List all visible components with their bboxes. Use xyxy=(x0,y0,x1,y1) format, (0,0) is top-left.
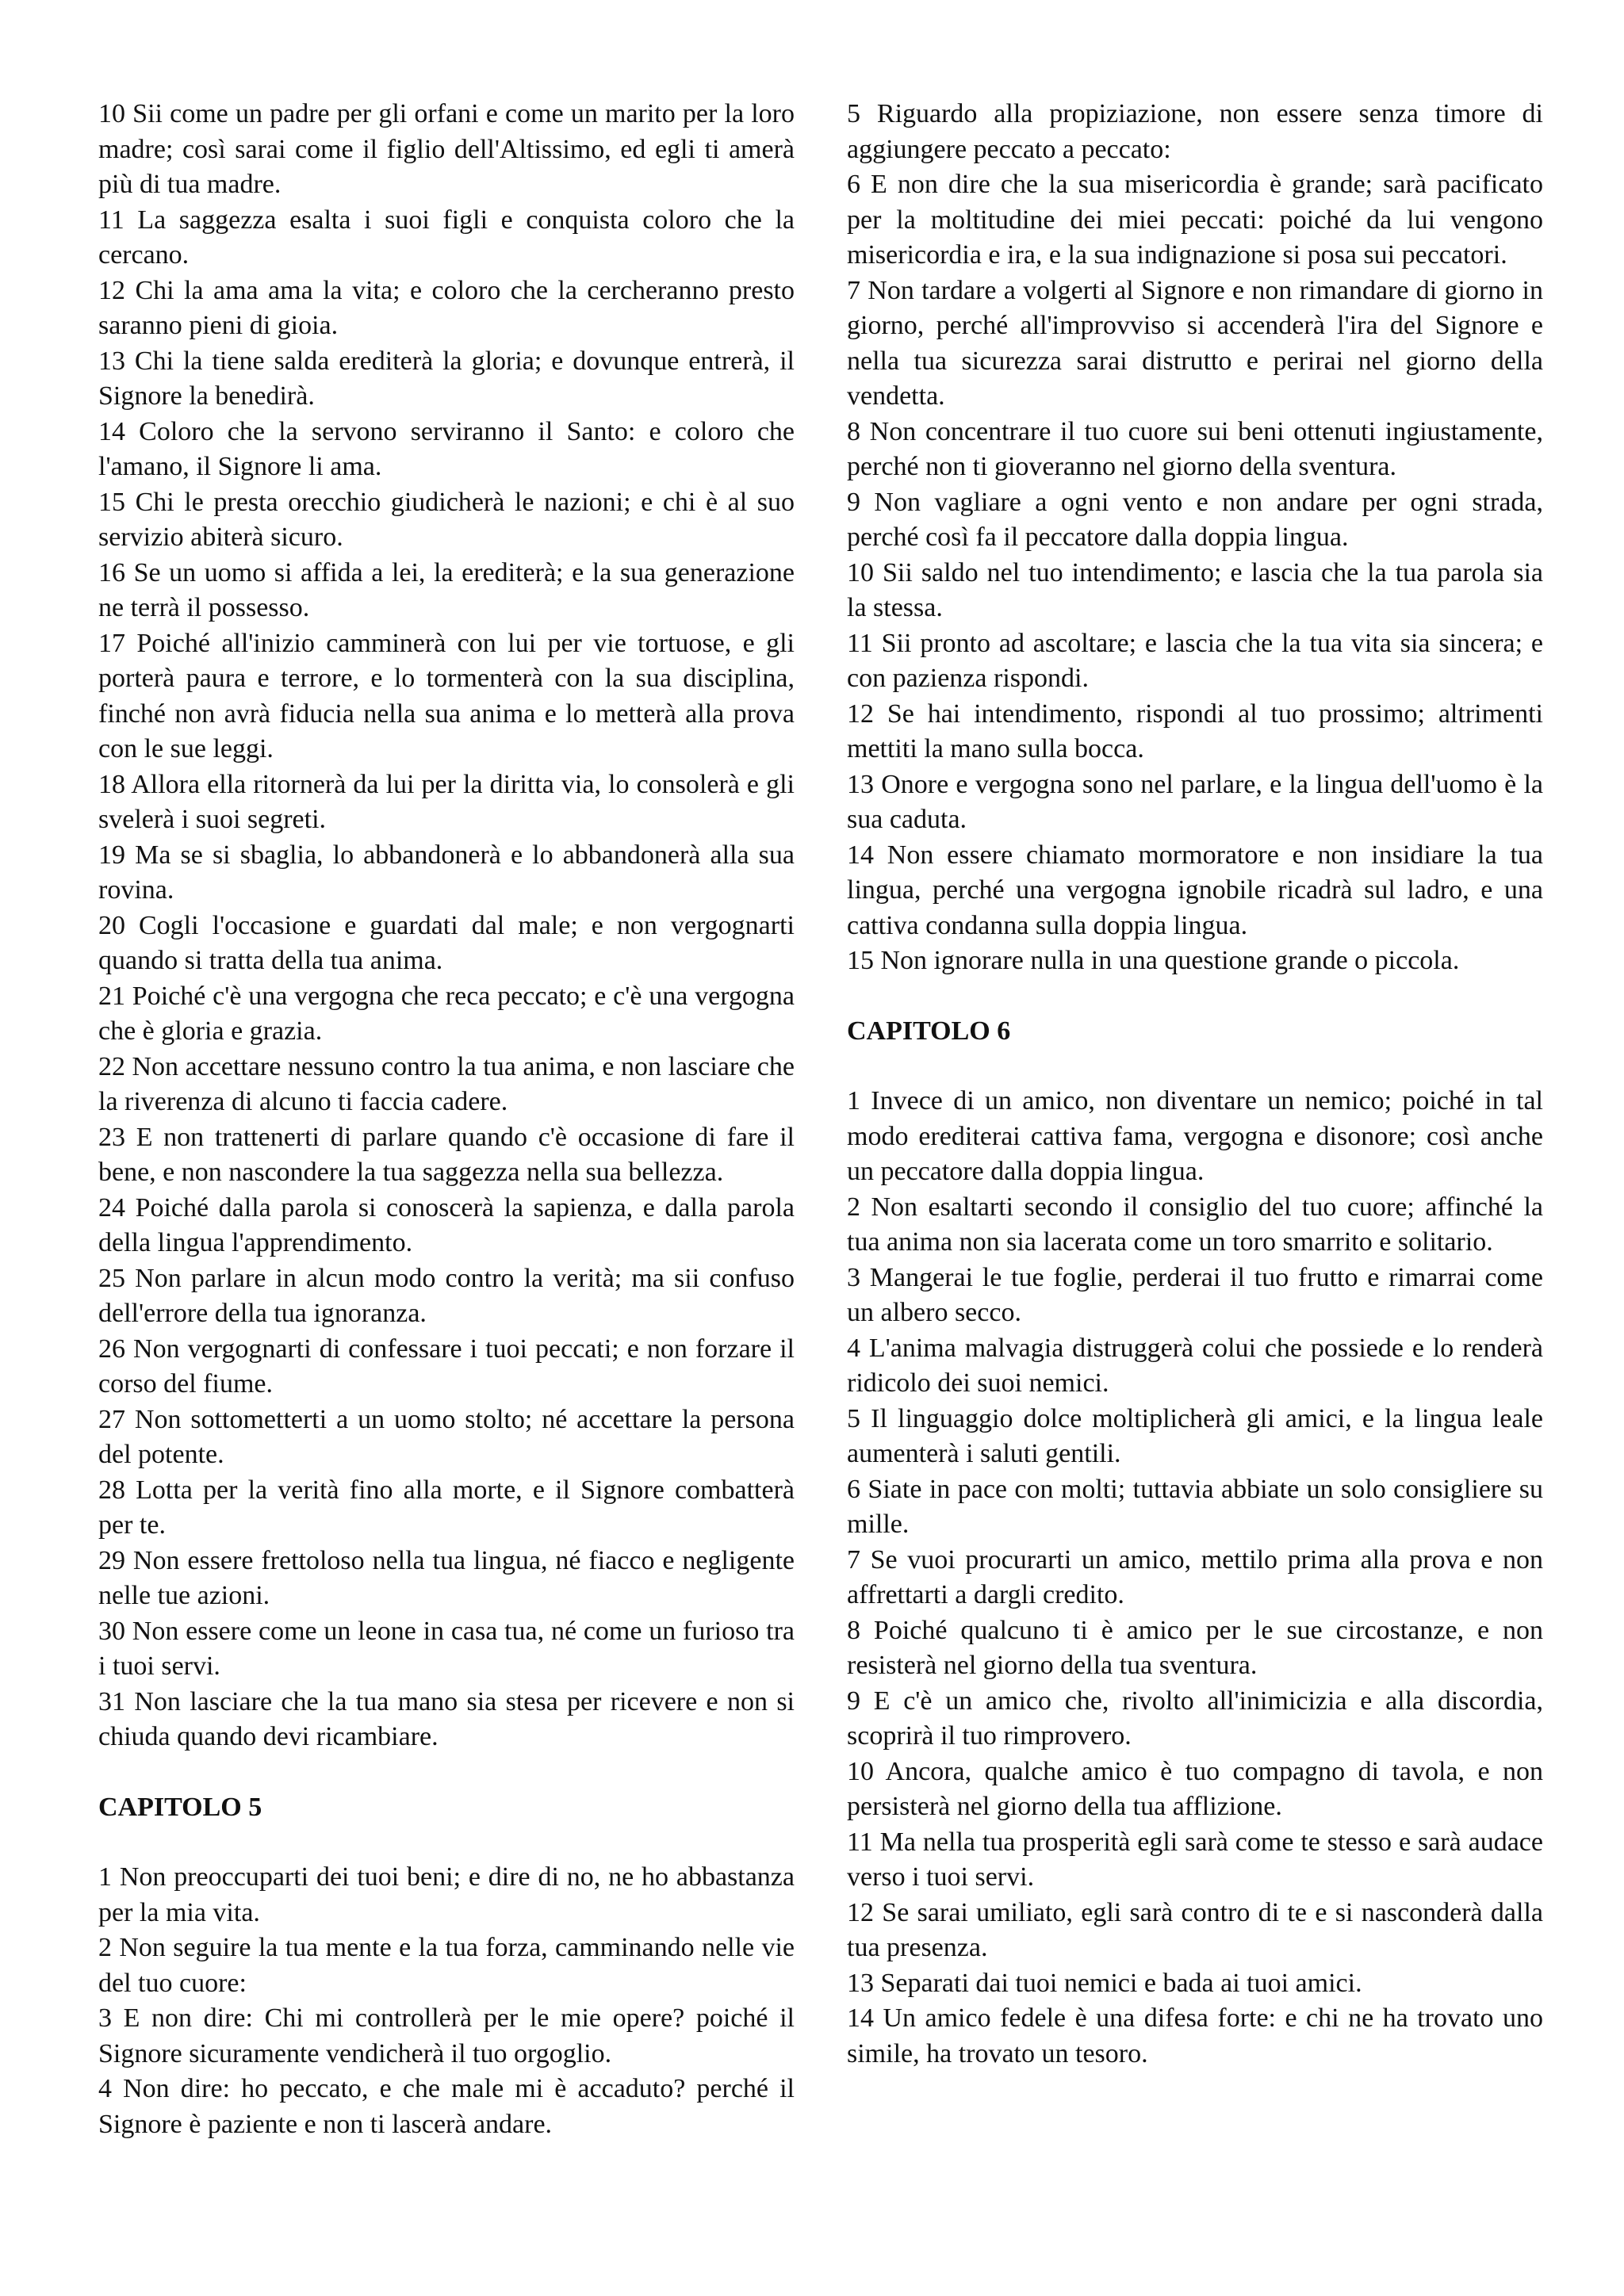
verse-line: 2 Non seguire la tua mente e la tua forza, camminando nelle vie del tuo cuore: xyxy=(98,1933,795,1998)
verse-line: 6 E non dire che la sua misericordia è grande; sarà pacificato per la moltitudine dei miei peccati: poiché da lui vengono misericordia e ira, e la sua indignazione si posa sui peccatori. xyxy=(847,170,1543,270)
verse-line: 8 Poiché qualcuno ti è amico per le sue circostanze, e non resisterà nel giorno della tua sventura. xyxy=(847,1615,1543,1680)
verse-line: 23 E non trattenerti di parlare quando c'è occasione di fare il bene, e non nascondere la tua saggezza nella sua bellezza. xyxy=(98,1122,795,1187)
verse-line: 10 Ancora, qualche amico è tuo compagno di tavola, e non persisterà nel giorno della tua afflizione. xyxy=(847,1756,1543,1821)
verse-line: 3 Mangerai le tue foglie, perderai il tuo frutto e rimarrai come un albero secco. xyxy=(847,1262,1543,1327)
verse-line: 28 Lotta per la verità fino alla morte, e il Signore combatterà per te. xyxy=(98,1475,795,1540)
verse-line: 30 Non essere come un leone in casa tua, né come un furioso tra i tuoi servi. xyxy=(98,1616,795,1681)
verse-line: 29 Non essere frettoloso nella tua lingua, né fiacco e negligente nelle tue azioni. xyxy=(98,1545,795,1610)
verse-line: 26 Non vergognarti di confessare i tuoi peccati; e non forzare il corso del fiume. xyxy=(98,1334,795,1399)
verse-line: 12 Se sarai umiliato, egli sarà contro di te e si nasconderà dalla tua presenza. xyxy=(847,1897,1543,1962)
verse-line: 4 Non dire: ho peccato, e che male mi è accaduto? perché il Signore è paziente e non ti lascerà andare. xyxy=(98,2074,795,2139)
verse-line: 20 Cogli l'occasione e guardati dal male; e non vergognarti quando si tratta della tua anima. xyxy=(98,910,795,975)
verse-line: 5 Riguardo alla propiziazione, non essere senza timore di aggiungere peccato a peccato: xyxy=(847,99,1543,164)
chapter-heading: CAPITOLO 6 xyxy=(847,1016,1011,1046)
left-column xyxy=(98,97,795,2142)
verse-line: 11 Ma nella tua prosperità egli sarà come te stesso e sarà audace verso i tuoi servi. xyxy=(847,1827,1543,1892)
verse-line: 6 Siate in pace con molti; tuttavia abbiate un solo consigliere su mille. xyxy=(847,1474,1543,1539)
verse-line: 22 Non accettare nessuno contro la tua anima, e non lasciare che la riverenza di alcuno ti faccia cadere. xyxy=(98,1051,795,1116)
verse-line: 14 Un amico fedele è una difesa forte: e chi ne ha trovato uno simile, ha trovato un tesoro. xyxy=(847,2003,1543,2068)
right-column xyxy=(847,97,1543,2072)
verse-line: 11 La saggezza esalta i suoi figli e conquista coloro che la cercano. xyxy=(98,205,795,270)
verse-line: 13 Chi la tiene salda erediterà la gloria; e dovunque entrerà, il Signore la benedirà. xyxy=(98,346,795,411)
verse-line: 31 Non lasciare che la tua mano sia stesa per ricevere e non si chiuda quando devi ricambiare. xyxy=(98,1686,795,1751)
verse-line: 14 Coloro che la servono serviranno il Santo: e coloro che l'amano, il Signore li ama. xyxy=(98,416,795,481)
verse-line: 9 E c'è un amico che, rivolto all'inimicizia e alla discordia, scoprirà il tuo rimprovero. xyxy=(847,1686,1543,1751)
verse-line: 17 Poiché all'inizio camminerà con lui per vie tortuose, e gli porterà paura e terrore, e lo tormenterà con la sua disciplina, finché non avrà fiducia nella sua anima e lo metterà alla prova con le sue leggi. xyxy=(98,628,795,763)
verse-line: 7 Non tardare a volgerti al Signore e non rimandare di giorno in giorno, perché all'improvviso si accenderà l'ira del Signore e nella tua sicurezza sarai distrutto e perirai nel giorno della vendetta. xyxy=(847,275,1543,411)
verse-line: 4 L'anima malvagia distruggerà colui che possiede e lo renderà ridicolo dei suoi nemici. xyxy=(847,1333,1543,1398)
verse-line: 5 Il linguaggio dolce moltiplicherà gli amici, e la lingua leale aumenterà i saluti gentili. xyxy=(847,1403,1543,1468)
verse-line: 15 Non ignorare nulla in una questione grande o piccola. xyxy=(847,946,1460,975)
verse-line: 7 Se vuoi procurarti un amico, mettilo prima alla prova e non affrettarti a dargli credito. xyxy=(847,1544,1543,1609)
verse-line: 13 Separati dai tuoi nemici e bada ai tuoi amici. xyxy=(847,1968,1362,1998)
verse-line: 13 Onore e vergogna sono nel parlare, e la lingua dell'uomo è la sua caduta. xyxy=(847,769,1543,834)
verse-line: 10 Sii saldo nel tuo intendimento; e lascia che la tua parola sia la stessa. xyxy=(847,557,1543,622)
verse-line: 25 Non parlare in alcun modo contro la verità; ma sii confuso dell'errore della tua ignoranza. xyxy=(98,1263,795,1328)
verse-line: 1 Invece di un amico, non diventare un nemico; poiché in tal modo erediterai cattiva fama, vergogna e disonore; così anche un peccatore dalla doppia lingua. xyxy=(847,1086,1543,1186)
verse-line: 27 Non sottometterti a un uomo stolto; né accettare la persona del potente. xyxy=(98,1404,795,1469)
verse-line: 3 E non dire: Chi mi controllerà per le mie opere? poiché il Signore sicuramente vendicherà il tuo orgoglio. xyxy=(98,2003,795,2068)
verse-line: 15 Chi le presta orecchio giudicherà le nazioni; e chi è al suo servizio abiterà sicuro. xyxy=(98,487,795,552)
verse-line: 10 Sii come un padre per gli orfani e come un marito per la loro madre; così sarai come il figlio dell'Altissimo, ed egli ti amerà più di tua madre. xyxy=(98,99,795,199)
chapter-heading: CAPITOLO 5 xyxy=(98,1792,262,1822)
verse-line: 16 Se un uomo si affida a lei, la erediterà; e la sua generazione ne terrà il possesso. xyxy=(98,557,795,622)
verse-line: 19 Ma se si sbaglia, lo abbandonerà e lo abbandonerà alla sua rovina. xyxy=(98,840,795,905)
verse-line: 2 Non esaltarti secondo il consiglio del tuo cuore; affinché la tua anima non sia lacerata come un toro smarrito e solitario. xyxy=(847,1192,1543,1257)
verse-line: 8 Non concentrare il tuo cuore sui beni ottenuti ingiustamente, perché non ti gioveranno nel giorno della sventura. xyxy=(847,416,1543,481)
verse-line: 12 Chi la ama ama la vita; e coloro che la cercheranno presto saranno pieni di gioia. xyxy=(98,275,795,340)
verse-line: 21 Poiché c'è una vergogna che reca peccato; e c'è una vergogna che è gloria e grazia. xyxy=(98,981,795,1046)
verse-line: 9 Non vagliare a ogni vento e non andare per ogni strada, perché così fa il peccatore dalla doppia lingua. xyxy=(847,487,1543,552)
verse-line: 1 Non preoccuparti dei tuoi beni; e dire di no, ne ho abbastanza per la mia vita. xyxy=(98,1862,795,1927)
verse-line: 12 Se hai intendimento, rispondi al tuo prossimo; altrimenti mettiti la mano sulla bocca. xyxy=(847,698,1543,763)
verse-line: 18 Allora ella ritornerà da lui per la diritta via, lo consolerà e gli svelerà i suoi segreti. xyxy=(98,769,795,834)
verse-line: 24 Poiché dalla parola si conoscerà la sapienza, e dalla parola della lingua l'apprendimento. xyxy=(98,1192,795,1257)
verse-line: 11 Sii pronto ad ascoltare; e lascia che la tua vita sia sincera; e con pazienza rispondi. xyxy=(847,628,1543,693)
verse-line: 14 Non essere chiamato mormoratore e non insidiare la tua lingua, perché una vergogna ignobile ricadrà sul ladro, e una cattiva condanna sulla doppia lingua. xyxy=(847,840,1543,940)
